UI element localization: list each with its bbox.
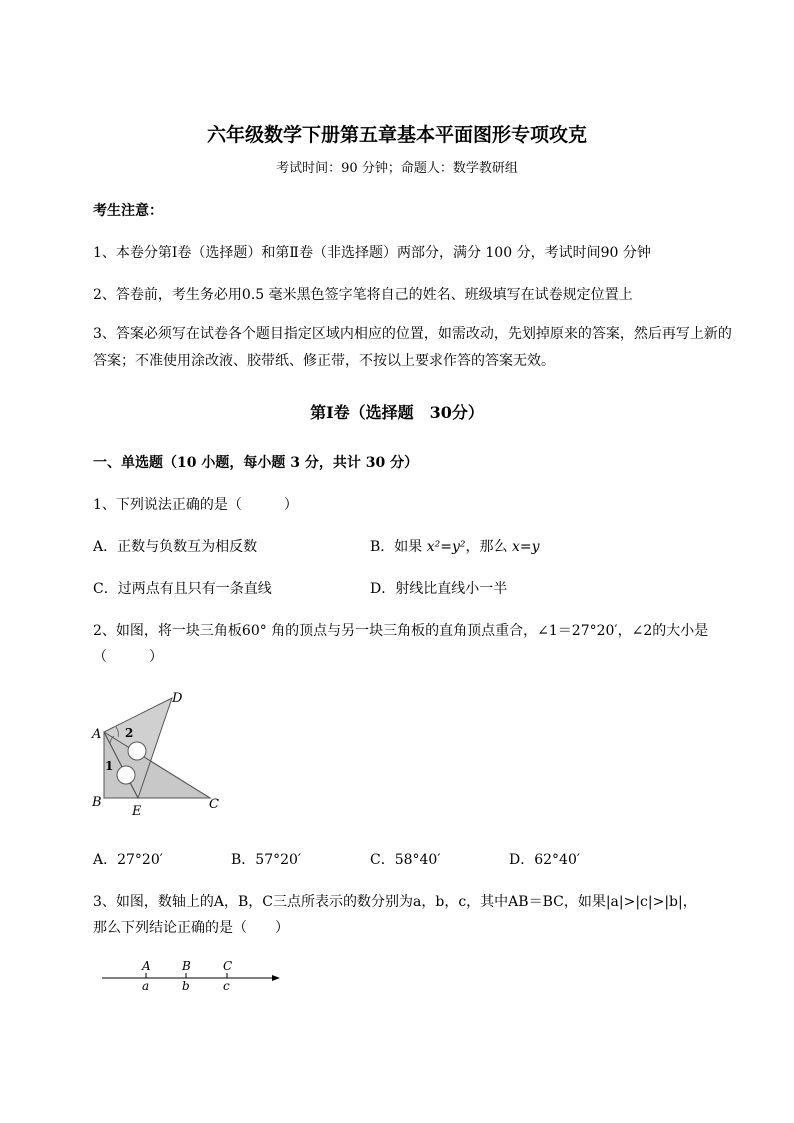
- point-c-label: C: [223, 959, 233, 973]
- page-title: 六年级数学下册第五章基本平面图形专项攻克: [206, 124, 587, 146]
- number-line-figure: [98, 955, 288, 995]
- question-2-stem-line-1: 2、如图，将一块三角板60° 角的顶点与另一块三角板的直角顶点重合，∠1＝27°20′，∠2的大小是: [93, 623, 709, 639]
- option-b-math-1: x²=y²: [426, 539, 466, 555]
- question-3-stem-line-1: 3、如图，数轴上的A，B，C三点所表示的数分别为a，b，c，其中AB＝BC，如果|a|>|c|>|b|，: [93, 894, 697, 910]
- section-title: 第Ⅰ卷（选择题 30分）: [310, 403, 484, 422]
- notes-heading: 考生注意：: [93, 203, 163, 219]
- point-b-label: B: [182, 959, 191, 973]
- question-1-option-a: A．正数与负数互为相反数: [93, 539, 258, 555]
- note-item-2: 2、答卷前，考生务必用0.5 毫米黑色签字笔将自己的姓名、班级填写在试卷规定位置上: [93, 287, 633, 303]
- question-2-option-c: C．58°40′: [370, 852, 441, 868]
- question-2-option-a: A．27°20′: [93, 852, 163, 868]
- part-heading: 一、单选题（10 小题，每小题 3 分，共计 30 分）: [93, 455, 419, 471]
- vertex-b-label: B: [92, 795, 102, 810]
- vertex-e-label: E: [132, 804, 142, 819]
- note-item-1: 1、本卷分第Ⅰ卷（选择题）和第Ⅱ卷（非选择题）两部分，满分 100 分，考试时间90 分钟: [93, 245, 651, 261]
- vertex-a-label: A: [92, 727, 102, 742]
- angle-2-label: 2: [125, 726, 134, 740]
- question-2-option-d: D．62°40′: [509, 852, 581, 868]
- hole-lower: [117, 766, 135, 784]
- value-c-label: c: [223, 979, 230, 993]
- triangle-figure: [88, 688, 238, 820]
- option-b-prefix: B．如果: [370, 539, 427, 555]
- option-b-mid: ，那么: [465, 539, 512, 555]
- question-1-stem: 1、下列说法正确的是（ ）: [93, 497, 298, 513]
- question-3-stem-line-2: 那么下列结论正确的是（ ）: [93, 920, 289, 936]
- value-a-label: a: [142, 979, 150, 993]
- note-item-3: 3、答案必须写在试卷各个题目指定区域内相应的位置，如需改动，先划掉原来的答案，然后再写上新的答案；不准使用涂改液、胶带纸、修正带，不按以上要求作答的答案无效。: [93, 326, 732, 369]
- vertex-d-label: D: [172, 691, 183, 706]
- hole-upper: [128, 742, 146, 760]
- point-a-label: A: [142, 959, 151, 973]
- option-b-math-2: x=y: [511, 539, 540, 555]
- question-1-option-d: D．射线比直线小一半: [370, 581, 508, 597]
- question-2-stem-line-2: （ ）: [93, 649, 163, 665]
- vertex-c-label: C: [209, 797, 219, 812]
- number-line-arrow: [272, 975, 280, 981]
- question-1-option-b: [370, 536, 540, 556]
- exam-info: 考试时间：90 分钟；命题人：数学教研组: [276, 161, 518, 176]
- question-2-option-b: B．57°20′: [231, 852, 302, 868]
- value-b-label: b: [182, 979, 190, 993]
- question-1-option-c: C．过两点有且只有一条直线: [93, 581, 272, 597]
- angle-1-label: 1: [105, 759, 114, 773]
